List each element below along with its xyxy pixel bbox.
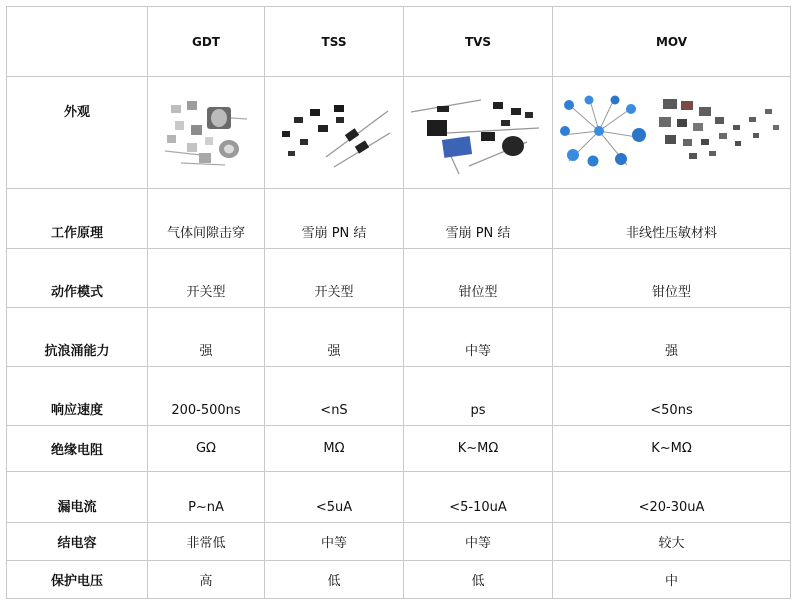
table-row [7,523,791,561]
gdt-image-cell [148,77,265,189]
cell-tvs: 钳位型 [404,249,553,308]
row-label: 结电容 [7,523,148,561]
tss-image-cell [265,77,404,189]
cell-tvs: <5-10uA [404,472,553,523]
cell-tss: 强 [265,308,404,367]
column-header-tss: TSS [265,7,404,77]
cell-gdt: 开关型 [148,249,265,308]
tss-components-photo [274,97,394,169]
cell-tss: MΩ [265,426,404,472]
cell-tss: 开关型 [265,249,404,308]
cell-mov: 较大 [553,523,791,561]
cell-gdt: 高 [148,561,265,599]
cell-tss: 雪崩 PN 结 [265,189,404,249]
cell-tss: 中等 [265,523,404,561]
cell-tvs: ps [404,367,553,426]
cell-tvs: K~MΩ [404,426,553,472]
cell-mov: 强 [553,308,791,367]
header-row [7,7,791,77]
cell-gdt: GΩ [148,426,265,472]
cell-mov: 中 [553,561,791,599]
cell-tss: <nS [265,367,404,426]
table-row [7,367,791,426]
cell-tvs: 雪崩 PN 结 [404,189,553,249]
cell-gdt: P~nA [148,472,265,523]
table-row [7,249,791,308]
table-row [7,561,791,599]
cell-mov: 钳位型 [553,249,791,308]
table-row [7,308,791,367]
row-label-appearance: 外观 [7,77,148,189]
comparison-table [6,6,791,599]
column-header-tvs: TVS [404,7,553,77]
cell-gdt: 非常低 [148,523,265,561]
cell-mov: K~MΩ [553,426,791,472]
appearance-row [7,77,791,189]
row-label: 绝缘电阻 [7,426,148,472]
cell-tss: <5uA [265,472,404,523]
cell-mov: <20-30uA [553,472,791,523]
cell-tss: 低 [265,561,404,599]
cell-mov: <50ns [553,367,791,426]
cell-mov: 非线性压敏材料 [553,189,791,249]
cell-gdt: 气体间隙击穿 [148,189,265,249]
row-label: 响应速度 [7,367,148,426]
mov-components-photo [559,95,785,171]
cell-gdt: 200-500ns [148,367,265,426]
cell-tvs: 中等 [404,523,553,561]
row-label: 动作模式 [7,249,148,308]
column-header-mov: MOV [553,7,791,77]
corner-cell [7,7,148,77]
cell-tvs: 中等 [404,308,553,367]
tvs-components-photo [409,92,547,174]
mov-image-cell [553,77,791,189]
cell-gdt: 强 [148,308,265,367]
table-row [7,472,791,523]
row-label: 工作原理 [7,189,148,249]
tvs-image-cell [404,77,553,189]
row-label: 保护电压 [7,561,148,599]
row-label: 漏电流 [7,472,148,523]
cell-tvs: 低 [404,561,553,599]
table-row [7,189,791,249]
table-row [7,426,791,472]
gdt-components-photo [161,93,251,173]
column-header-gdt: GDT [148,7,265,77]
row-label: 抗浪涌能力 [7,308,148,367]
